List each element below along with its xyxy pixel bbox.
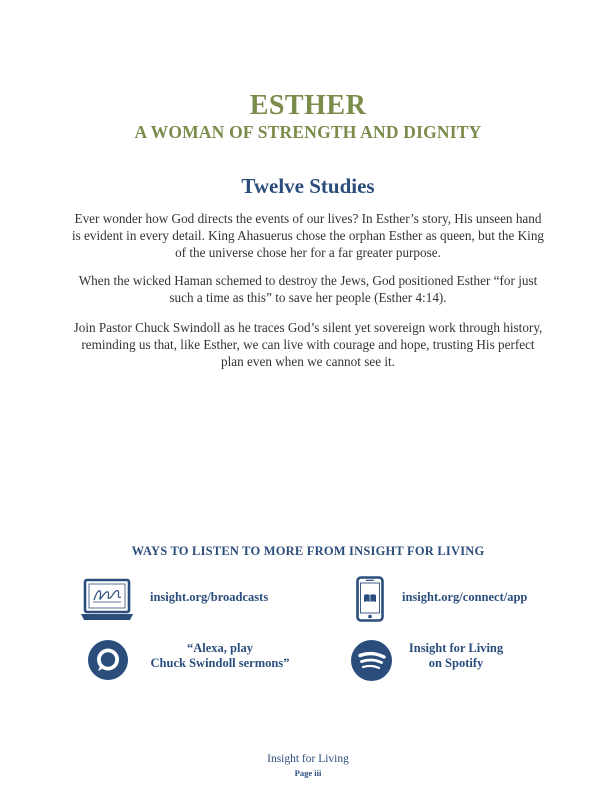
alexa-line-1: “Alexa, play xyxy=(187,641,253,655)
app-link[interactable]: insight.org/connect/app xyxy=(402,590,528,604)
alexa-line-2: Chuck Swindoll sermons” xyxy=(150,656,290,670)
studies-heading: Twelve Studies xyxy=(241,174,375,198)
swindoll-paragraph: Join Pastor Chuck Swindoll as he traces God’s silent yet sovereign work through history, reminding us that, like Esther, we can live with courage and hope, trusting His perfect plan even when we cannot see it. xyxy=(73,320,543,369)
intro-paragraph: Ever wonder how God directs the events of our lives? In Esther’s story, His unseen hand is evident in every detail. King Ahasuerus chose the orphan Esther as queen, but the King of the universe chose her for a far greater purpose. xyxy=(71,211,545,260)
alexa-icon xyxy=(88,640,128,680)
spotify-icon xyxy=(351,640,392,681)
spotify-link[interactable] xyxy=(396,641,516,671)
alexa-link[interactable] xyxy=(140,641,300,671)
page-title: ESTHER xyxy=(249,90,367,121)
laptop-icon xyxy=(80,578,134,622)
haman-paragraph: When the wicked Haman schemed to destroy the Jews, God positioned Esther “for just such a time as this” to save her people (Esther 4:14). xyxy=(78,273,538,305)
spotify-line-1: Insight for Living xyxy=(408,641,504,655)
page-subtitle: A WOMAN OF STRENGTH AND DIGNITY xyxy=(134,122,482,142)
page-number: Page iii xyxy=(294,768,322,778)
broadcasts-link[interactable]: insight.org/broadcasts xyxy=(150,590,269,604)
phone-icon xyxy=(356,576,384,622)
footer-org: Insight for Living xyxy=(267,753,349,765)
ways-to-listen-heading: WAYS TO LISTEN TO MORE FROM INSIGHT FOR LIVING xyxy=(131,544,485,558)
spotify-line-2: on Spotify xyxy=(428,656,484,670)
